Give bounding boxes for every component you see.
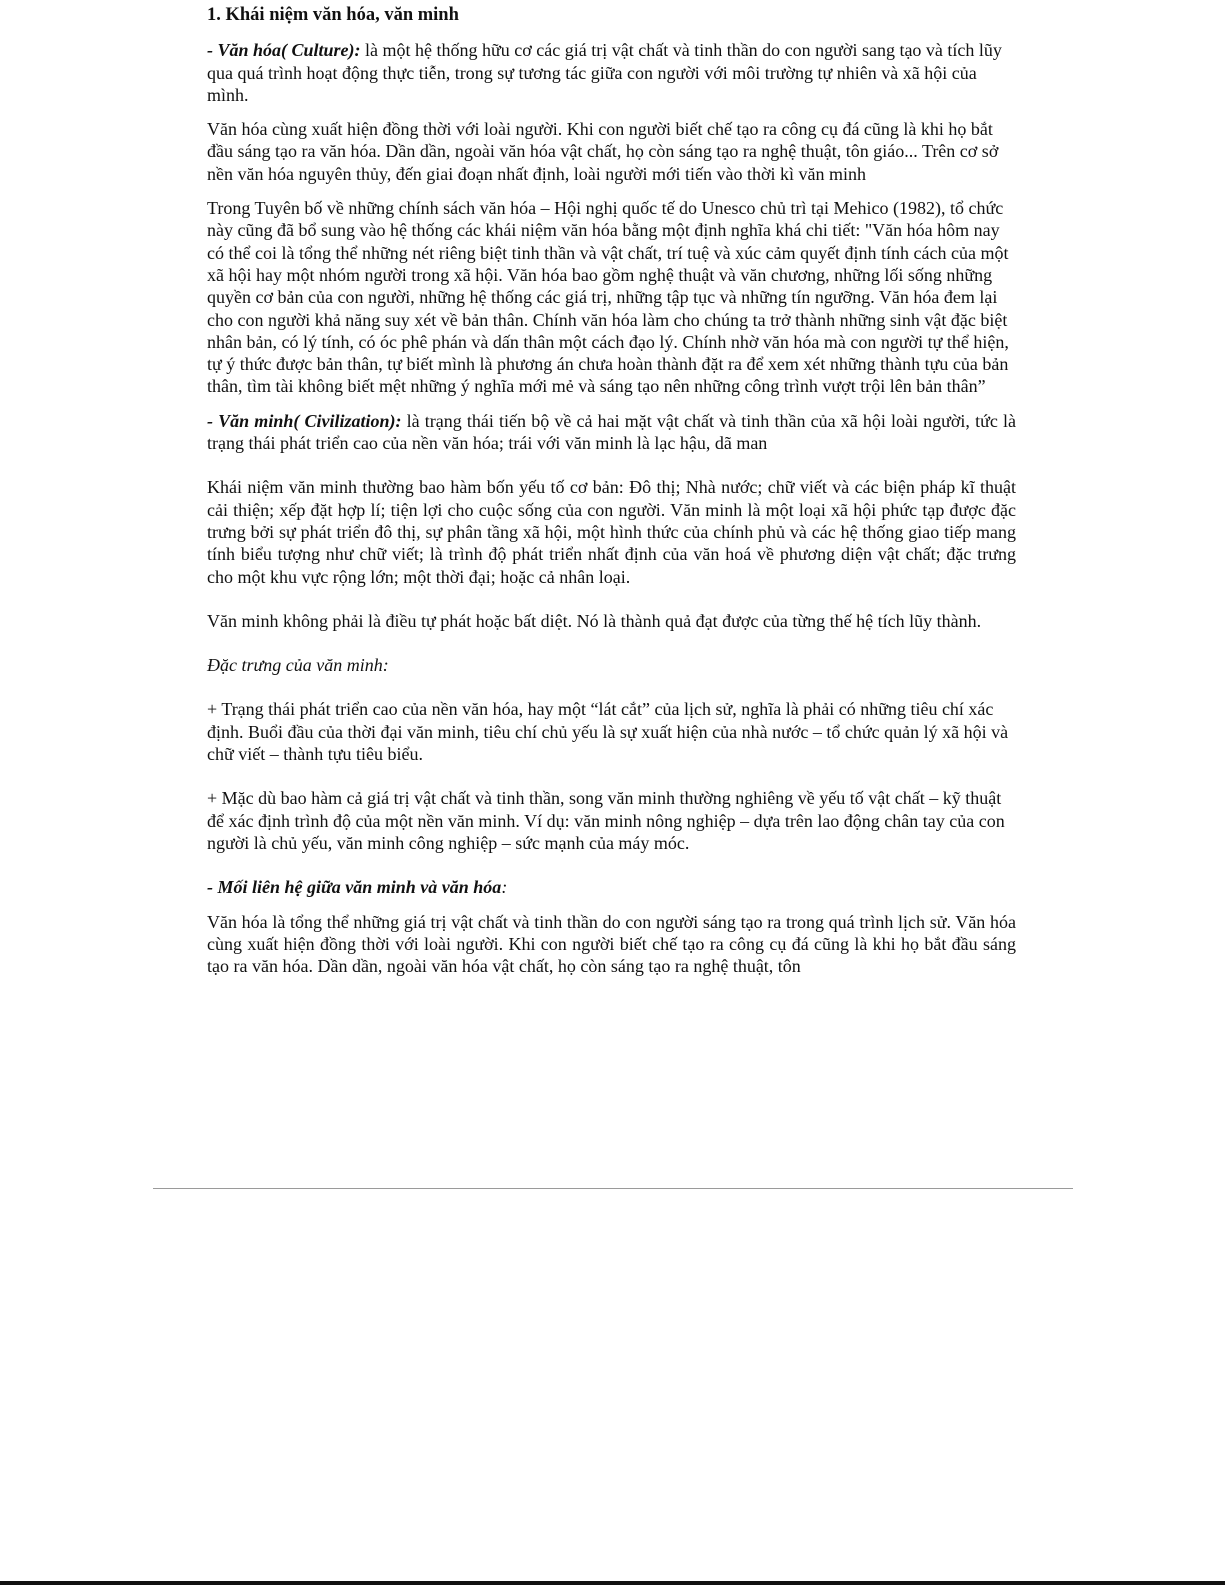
culture-definition-paragraph [207,39,1016,106]
page-bottom-edge [0,1581,1225,1585]
characteristic-item-2: + Mặc dù bao hàm cả giá trị vật chất và tinh thần, song văn minh thường nghiêng về yếu tố vật chất – kỹ thuật để xác định trình độ của một nền văn minh. Ví dụ: văn minh nông nghiệp – dựa trên lao động chân tay của con người là chủ yếu, văn minh công nghiệp – sức mạnh của máy móc. [207,788,1005,853]
document-page [207,4,1016,989]
section-heading: 1. Khái niệm văn hóa, văn minh [207,5,459,25]
civilization-elements-paragraph: Khái niệm văn minh thường bao hàm bốn yếu tố cơ bản: Đô thị; Nhà nước; chữ viết và các biện pháp kĩ thuật cải thiện; xếp đặt hợp lí; tiện lợi cho cuộc sống của con người. Văn minh là một loại xã hội phức tạp được đặc trưng bởi sự phát triển đô thị, sự phân tầng xã hội, một hình thức của chính phủ và các hệ thống giao tiếp mang tính biểu tượng như chữ viết; là trình độ phát triển nhất định của văn hoá về phương diện vật chất; đặc trưng cho một khu vực rộng lớn; một thời đại; hoặc cả nhân loại. [207,477,1016,587]
civilization-definition-text: là trạng thái tiến bộ về cả hai mặt vật chất và tinh thần của xã hội loài người, tức là trạng thái phát triển cao của nền văn hóa; trái với văn minh là lạc hậu, dã man [207,410,1016,454]
characteristic-item-1: + Trạng thái phát triển cao của nền văn hóa, hay một “lát cắt” của lịch sử, nghĩa là phải có những tiêu chí xác định. Buổi đầu của thời đại văn minh, tiêu chí chủ yếu là sự xuất hiện của nhà nước – tổ chức quản lý xã hội và chữ viết – thành tựu tiêu biểu. [207,699,1009,765]
unesco-definition-paragraph: Trong Tuyên bố về những chính sách văn hóa – Hội nghị quốc tế do Unesco chủ trì tại Mehico (1982), tổ chức này cũng đã bổ sung vào hệ thống các khái niệm văn hóa bằng một định nghĩa khá chi tiết: "Văn hóa hôm nay có thể coi là tổng thể những nét riêng biệt tinh thần và vật chất, trí tuệ và xúc cảm quyết định tính cách của một xã hội hay một nhóm người trong xã hội. Văn hóa bao gồm nghệ thuật và văn chương, những lối sống những quyền cơ bản của con người, những hệ thống các giá trị, những tập tục và những tín ngưỡng. Văn hóa đem lại cho con người khả năng suy xét về bản thân. Chính văn hóa làm cho chúng ta trở thành những sinh vật đặc biệt nhân bản, có lý tính, có óc phê phán và dấn thân một cách đạo lý. Chính nhờ văn hóa mà con người tự thể hiện, tự ý thức được bản thân, tự biết mình là phương án chưa hoàn thành đặt ra để xem xét những thành tựu của bản thân, tìm tài không biết mệt những ý nghĩa mới mẻ và sáng tạo nên những công trình vượt trội lên bản thân” [207,198,1009,397]
characteristics-heading: Đặc trưng của văn minh: [207,655,389,676]
civilization-not-spontaneous-paragraph: Văn minh không phải là điều tự phát hoặc bất diệt. Nó là thành quả đạt được của từng thế hệ tích lũy thành. [207,610,982,631]
relationship-heading-colon: : [501,877,508,898]
culture-definition-text: là một hệ thống hữu cơ các giá trị vật chất và tinh thần do con người sang tạo và tích lũy qua quá trình hoạt động thực tiễn, trong sự tương tác giữa con người với môi trường tự nhiên và xã hội của mình. [207,40,1002,105]
page-divider [153,1188,1073,1189]
relationship-heading [207,876,1016,898]
civilization-term: - Văn minh( Civilization): [207,410,402,431]
relationship-paragraph: Văn hóa là tổng thể những giá trị vật chất và tinh thần do con người sáng tạo ra trong quá trình lịch sử. Văn hóa cùng xuất hiện đồng thời với loài người. Khi con người biết chế tạo ra công cụ đá cũng là khi họ bắt đầu sáng tạo ra văn hóa. Dần dần, ngoài văn hóa vật chất, họ còn sáng tạo ra nghệ thuật, tôn [207,911,1016,977]
civilization-definition-paragraph [207,410,1016,455]
culture-term: - Văn hóa( Culture): [207,40,361,61]
relationship-heading-text: - Mối liên hệ giữa văn minh và văn hóa [207,877,502,898]
culture-origin-paragraph: Văn hóa cùng xuất hiện đồng thời với loài người. Khi con người biết chế tạo ra công cụ đá cũng là khi họ bắt đầu sáng tạo ra văn hóa. Dần dần, ngoài văn hóa vật chất, họ còn sáng tạo ra nghệ thuật, tôn giáo... Trên cơ sở nền văn hóa nguyên thủy, đến giai đoạn nhất định, loài người mới tiến vào thời kì văn minh [207,119,999,184]
